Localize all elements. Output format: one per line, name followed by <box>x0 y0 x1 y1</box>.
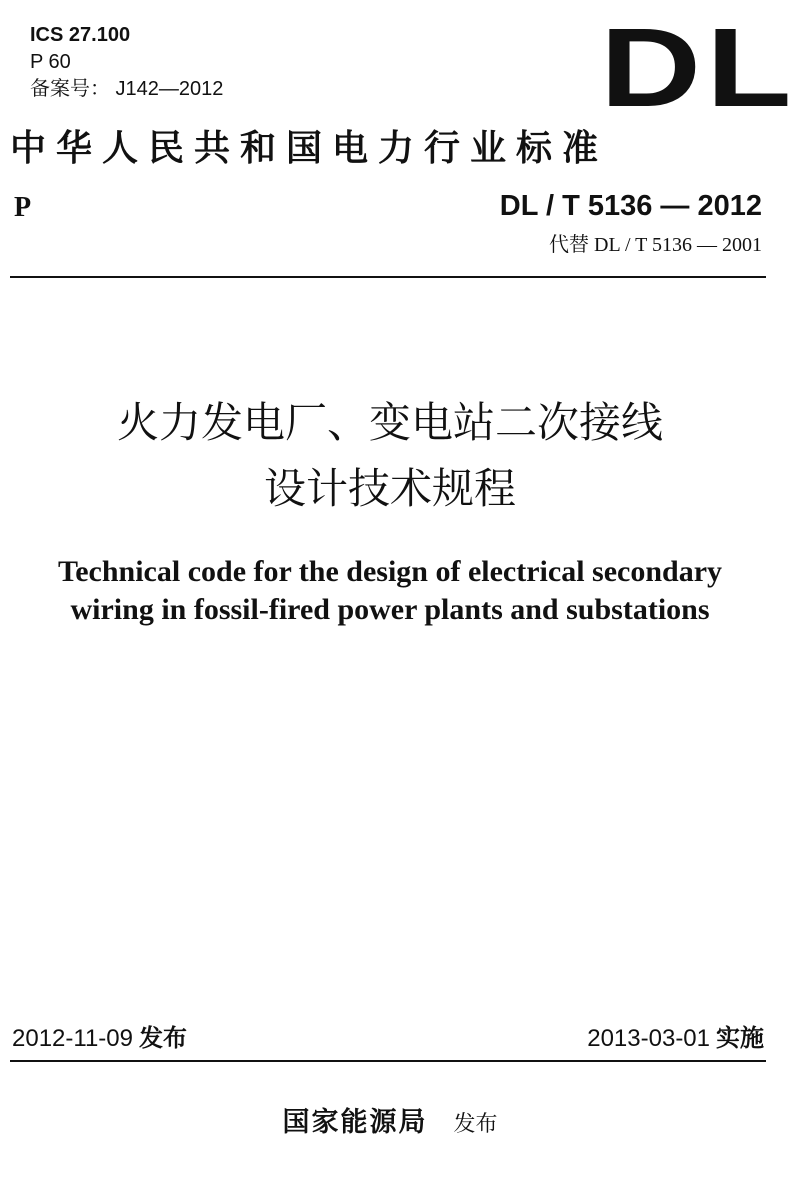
standard-type-title: 中华人民共和国电力行业标准 <box>10 127 609 169</box>
english-title <box>0 553 780 629</box>
chinese-title-line-1: 火力发电厂、变电站二次接线 <box>116 398 663 447</box>
dl-logo: DL <box>600 5 797 130</box>
ics-code: ICS 27.100 <box>30 24 131 46</box>
category-letter: P <box>14 192 32 223</box>
english-title-line-1: Technical code for the design of electrical secondary <box>57 555 723 588</box>
standard-number: DL / T 5136 — 2012 <box>499 190 762 222</box>
effective-date-block <box>587 1022 764 1055</box>
effective-label: 实施 <box>716 1024 764 1052</box>
effective-date: 2013-03-01 <box>587 1025 710 1052</box>
footer-divider <box>10 1060 766 1062</box>
header-divider <box>10 276 766 278</box>
document-meta <box>30 22 223 103</box>
record-number: 备案号： J142—2012 <box>30 78 224 100</box>
issue-label: 发布 <box>138 1024 187 1052</box>
publisher-org: 国家能源局 <box>282 1107 428 1138</box>
english-title-line-2: wiring in fossil-fired power plants and substations <box>70 593 710 626</box>
chinese-title-line-2: 设计技术规程 <box>263 464 516 513</box>
replaces-note: 代替 DL / T 5136 — 2001 <box>549 234 762 256</box>
publisher-action: 发布 <box>453 1112 498 1137</box>
issue-date-block <box>12 1022 187 1055</box>
chinese-title <box>0 390 780 522</box>
publisher-line <box>0 1100 780 1139</box>
issue-date: 2012-11-09 <box>12 1025 133 1052</box>
classification-code: P 60 <box>30 51 71 73</box>
